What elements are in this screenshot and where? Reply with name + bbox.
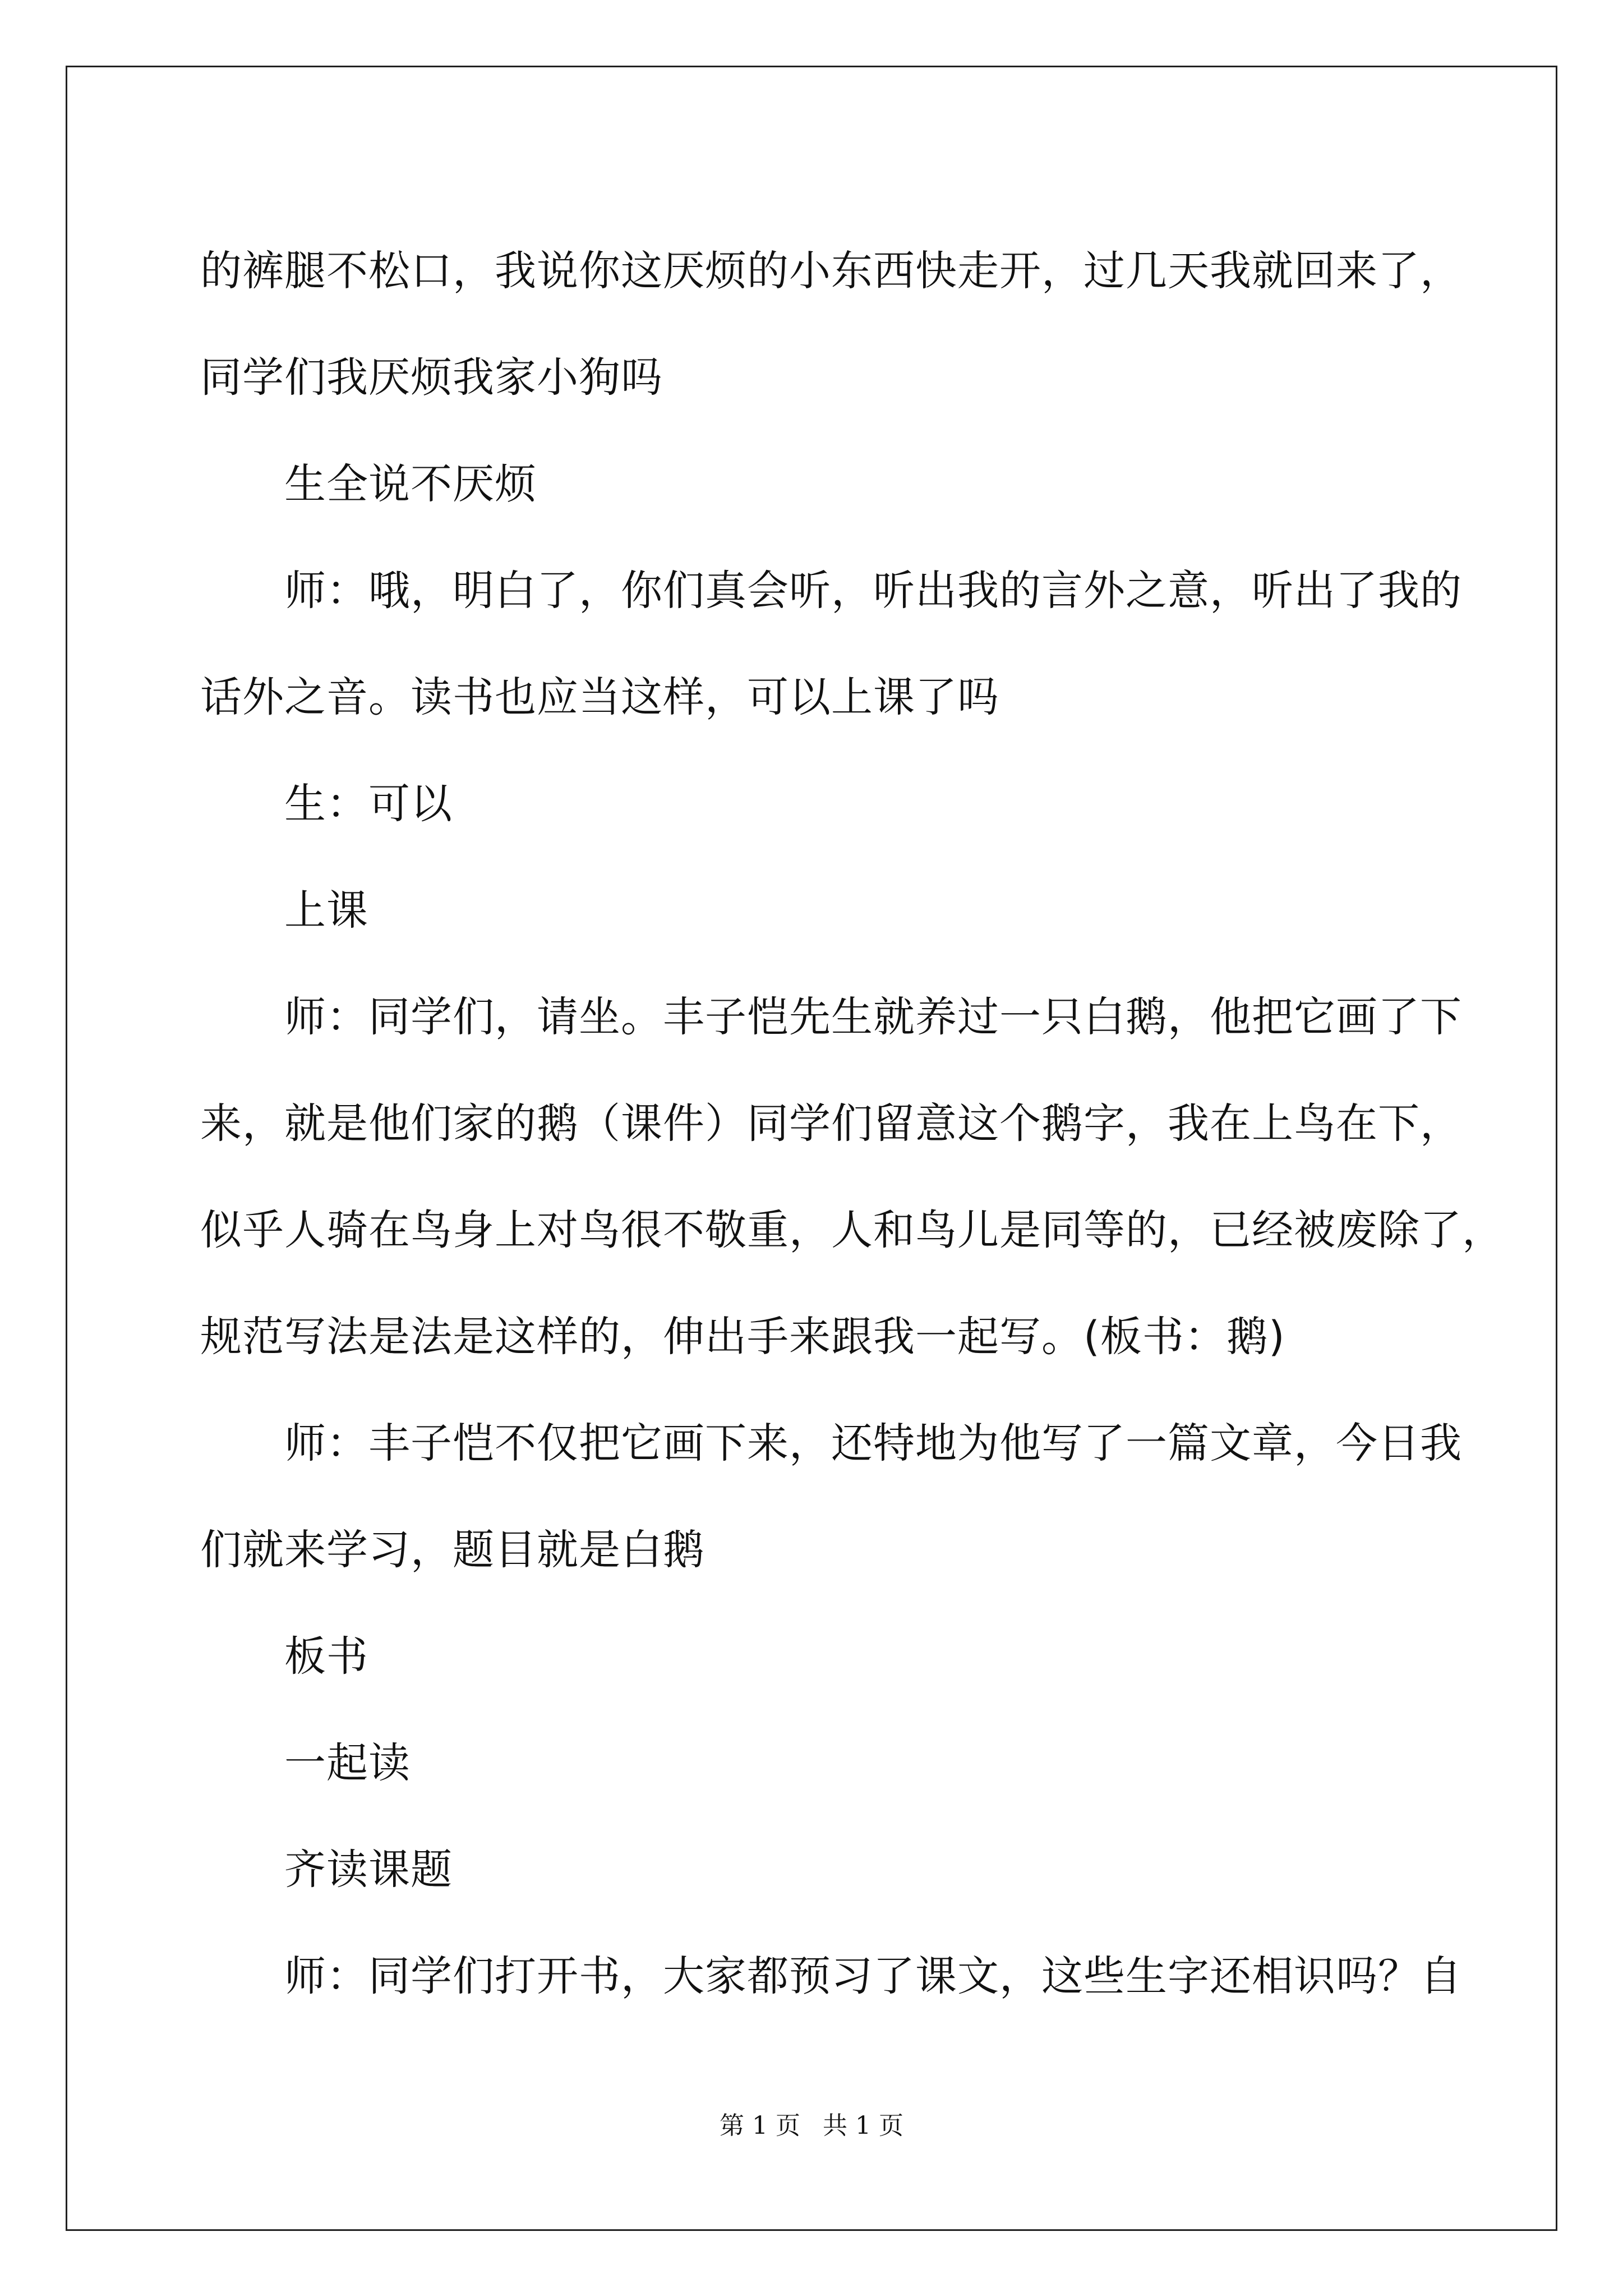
text-line-15: 一起读 [284, 1739, 411, 1787]
text-line-2: 同学们我厌烦我家小狗吗 [200, 353, 663, 402]
text-line-17: 师：同学们打开书，大家都预习了课文，这些生字还相识吗？自 [284, 1952, 1462, 2000]
text-line-9: 来，就是他们家的鹅（课件）同学们留意这个鹅字，我在上鸟在下， [200, 1099, 1462, 1148]
page-footer [0, 2109, 1623, 2143]
document-body [200, 218, 1504, 2030]
text-line-4: 师：哦，明白了，你们真会听，听出我的言外之意，听出了我的 [284, 567, 1462, 615]
text-line-5: 话外之音。读书也应当这样，可以上课了吗 [200, 673, 999, 721]
text-line-6: 生：可以 [284, 780, 453, 828]
page-number-label: 第 1 页 [720, 2111, 800, 2140]
text-line-13: 们就来学习，题目就是白鹅 [200, 1526, 705, 1574]
text-line-3: 生全说不厌烦 [284, 460, 537, 508]
text-line-12: 师：丰子恺不仅把它画下来，还特地为他写了一篇文章，今日我 [284, 1419, 1462, 1467]
text-line-8: 师：同学们，请坐。丰子恺先生就养过一只白鹅，他把它画了下 [284, 993, 1462, 1041]
text-line-11: 规范写法是法是这样的，伸出手来跟我一起写。(板书：鹅) [200, 1313, 1285, 1361]
text-line-1: 的裤腿不松口，我说你这厌烦的小东西快走开，过几天我就回来了， [200, 247, 1462, 295]
text-line-14: 板书 [284, 1632, 368, 1681]
text-line-10: 似乎人骑在鸟身上对鸟很不敬重，人和鸟儿是同等的，已经被废除了， [200, 1206, 1504, 1254]
text-line-7: 上课 [284, 886, 368, 935]
text-line-16: 齐读课题 [284, 1846, 453, 1894]
page-total-label: 共 1 页 [823, 2111, 903, 2140]
